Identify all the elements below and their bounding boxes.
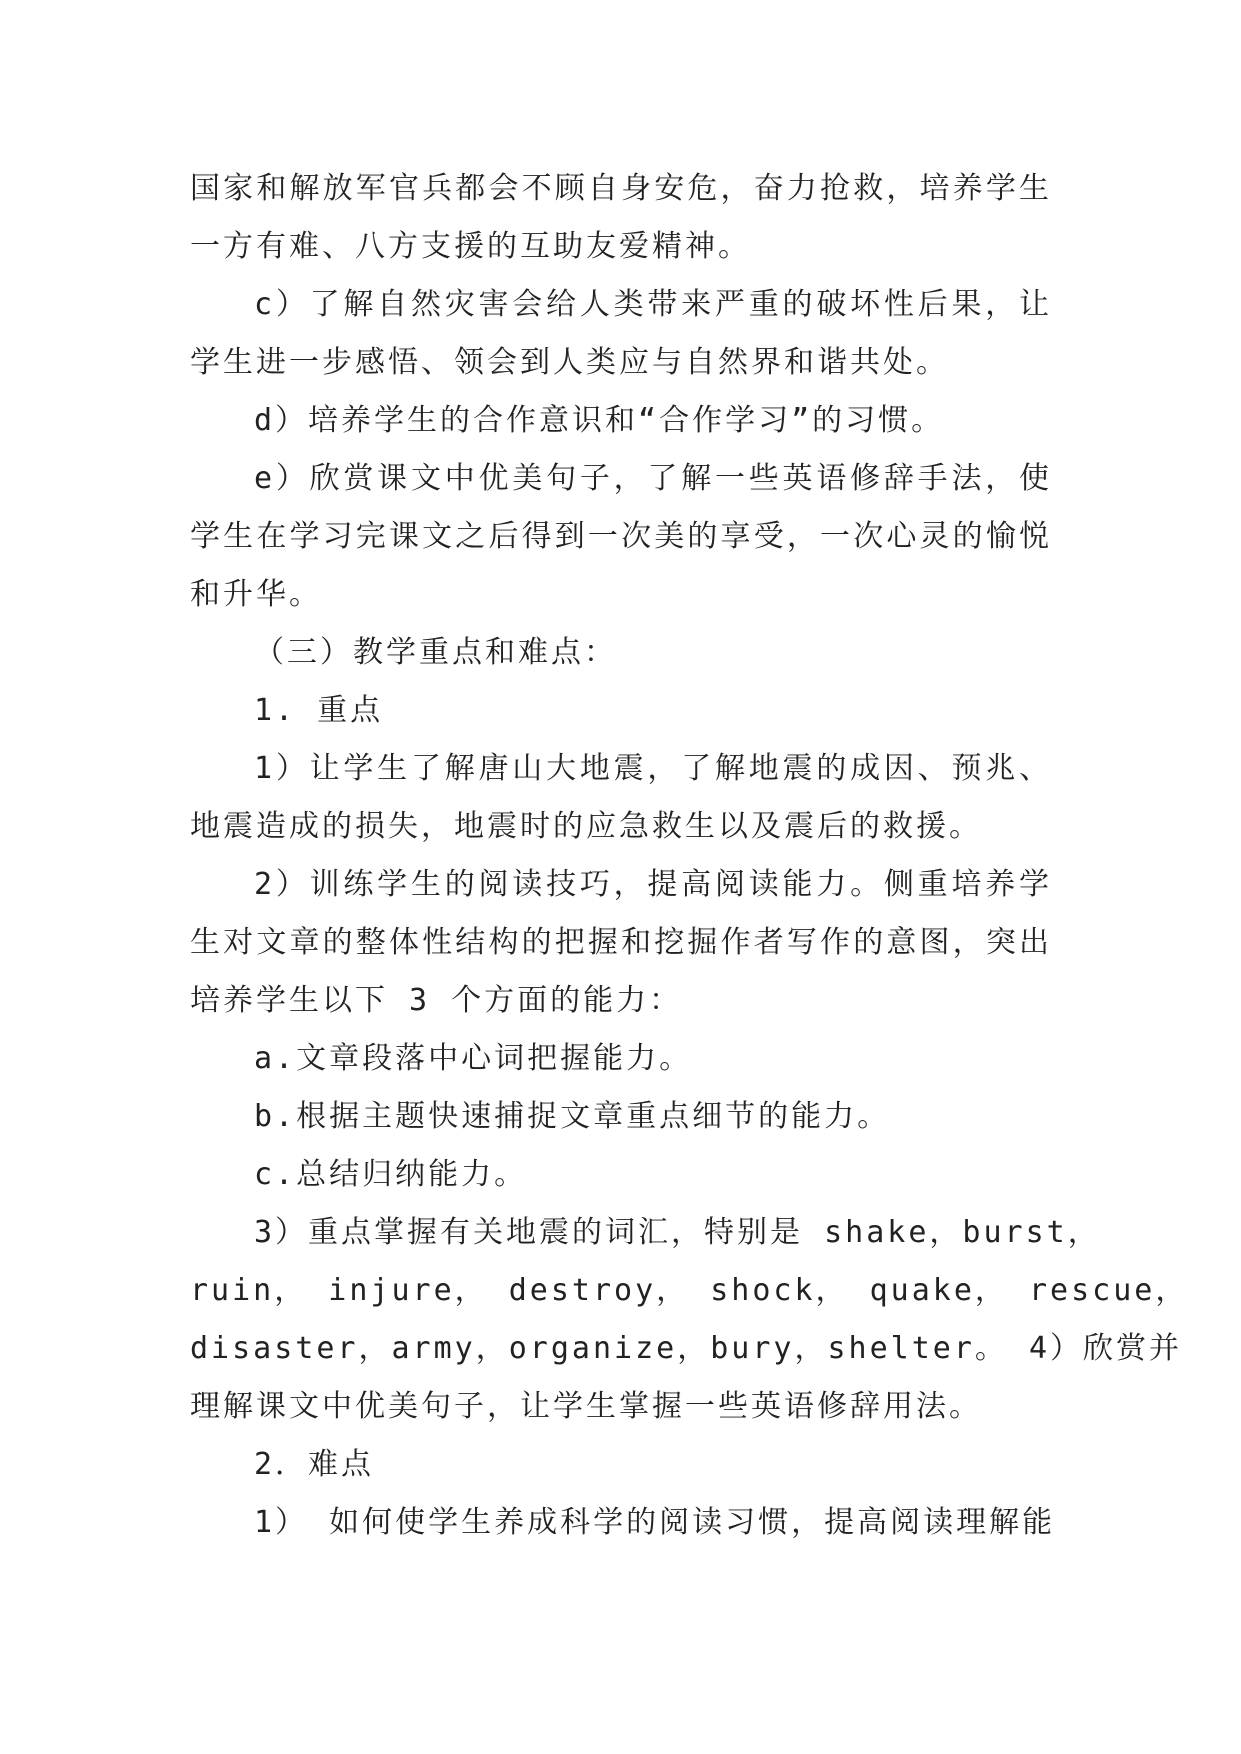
subsection-heading: 2．难点 bbox=[254, 1447, 375, 1482]
paragraph-line: 生对文章的整体性结构的把握和挖掘作者写作的意图，突出 bbox=[190, 925, 1052, 960]
paragraph-line: 1）让学生了解唐山大地震，了解地震的成因、预兆、 bbox=[254, 751, 1052, 786]
paragraph-line: 理解课文中优美句子，让学生掌握一些英语修辞用法。 bbox=[190, 1389, 982, 1424]
paragraph-line: disaster，army，organize，bury，shelter。 4）欣赏并 bbox=[190, 1331, 1183, 1366]
paragraph-line: 一方有难、八方支援的互助友爱精神。 bbox=[190, 229, 751, 264]
paragraph-line: 学生在学习完课文之后得到一次美的享受，一次心灵的愉悦 bbox=[190, 519, 1052, 554]
paragraph-line: ruin， injure， destroy， shock， quake， rescue， bbox=[190, 1273, 1189, 1308]
list-item: a.文章段落中心词把握能力。 bbox=[254, 1041, 693, 1076]
paragraph-line: e）欣赏课文中优美句子，了解一些英语修辞手法，使 bbox=[254, 461, 1052, 496]
paragraph-line: 学生进一步感悟、领会到人类应与自然界和谐共处。 bbox=[190, 345, 949, 380]
list-item: c.总结归纳能力。 bbox=[254, 1157, 528, 1192]
paragraph-line: c）了解自然灾害会给人类带来严重的破坏性后果，让 bbox=[254, 287, 1052, 322]
paragraph-line: d）培养学生的合作意识和“合作学习”的习惯。 bbox=[254, 403, 945, 438]
paragraph-line: 培养学生以下 3 个方面的能力： bbox=[190, 983, 683, 1018]
paragraph-line: 3）重点掌握有关地震的词汇，特别是 shake，burst， bbox=[254, 1215, 1101, 1250]
document-body bbox=[190, 160, 1189, 1552]
paragraph-line: 地震造成的损失，地震时的应急救生以及震后的救援。 bbox=[190, 809, 982, 844]
section-heading: （三）教学重点和难点： bbox=[254, 635, 617, 670]
list-item: b.根据主题快速捕捉文章重点细节的能力。 bbox=[254, 1099, 891, 1134]
paragraph-line: 1） 如何使学生养成科学的阅读习惯，提高阅读理解能 bbox=[254, 1505, 1056, 1540]
paragraph-line: 国家和解放军官兵都会不顾自身安危，奋力抢救，培养学生 bbox=[190, 171, 1052, 206]
paragraph-line: 和升华。 bbox=[190, 577, 322, 612]
paragraph-line: 2）训练学生的阅读技巧，提高阅读能力。侧重培养学 bbox=[254, 867, 1052, 902]
subsection-heading: 1. 重点 bbox=[254, 693, 384, 728]
